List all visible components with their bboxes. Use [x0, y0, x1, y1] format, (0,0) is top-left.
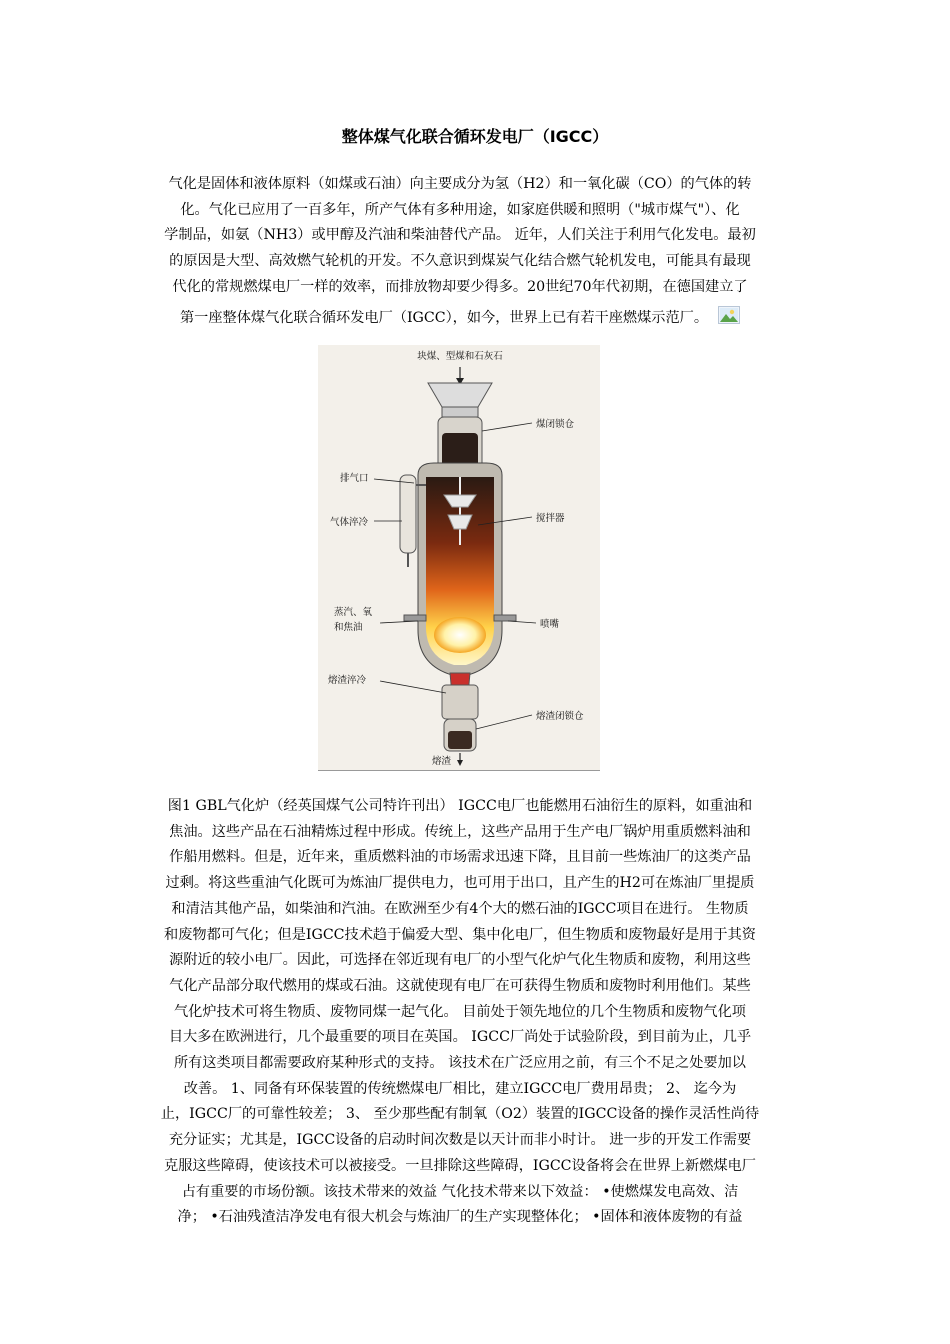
text-line: 学制品，如氨（NH3）或甲醇及汽油和柴油替代产品。 近年，人们关注于利用气化发电。最初: [164, 227, 756, 244]
text-line: 克服这些障碍，使该技术可以被接受。一旦排除这些障碍，IGCC设备将会在世界上新燃煤电厂: [164, 1157, 756, 1174]
text-line: 的原因是大型、高效燃气轮机的开发。不久意识到煤炭气化结合燃气轮机发电，可能具有最现: [169, 253, 751, 270]
figure-label-steam-oxygen: 蒸汽、氧: [334, 607, 373, 618]
text-line: 代化的常规燃煤电厂一样的效率，而排放物却要少得多。20世纪70年代初期，在德国建立了: [172, 278, 748, 295]
text-line: 净； •石油残渣洁净发电有很大机会与炼油厂的生产实现整体化； •固体和液体废物的有益: [177, 1209, 743, 1226]
figure-label-nozzle: 喷嘴: [540, 619, 560, 630]
figure-label-slag-quench: 熔渣淬冷: [328, 675, 367, 686]
text-line: 占有重要的市场份额。该技术带来的效益 气化技术带来以下效益： •使燃煤发电高效、洁: [181, 1183, 739, 1200]
text-line: 作船用燃料。但是，近年来，重质燃料油的市场需求迅速下降，且目前一些炼油厂的这类产品: [169, 849, 751, 866]
text-line: 和清洁其他产品，如柴油和汽油。在欧洲至少有4个大的燃石油的IGCC项目在进行。 生物质: [171, 900, 749, 917]
body-paragraph: [110, 794, 810, 1231]
text-line: 止，IGCC厂的可靠性较差； 3、 至少那些配有制氧（O2）装置的IGCC设备的操作灵活性尚待: [160, 1106, 760, 1123]
intro-paragraph: [110, 172, 810, 335]
figure-label-feed: 块煤、型煤和石灰石: [417, 351, 503, 362]
text-line: 目大多在欧洲进行，几个最重要的项目在英国。 IGCC厂尚处于试验阶段，到目前为止，几乎: [168, 1029, 752, 1046]
text-line: 气化是固体和液体原料（如煤或石油）向主要成分为氢（H2）和一氧化碳（CO）的气体的转: [168, 176, 752, 192]
figure-label-exhaust: 排气口: [340, 473, 369, 484]
figure-label-stirrer: 搅拌器: [536, 513, 565, 524]
text-line: 和废物都可气化；但是IGCC技术趋于偏爱大型、集中化电厂，但生物质和废物最好是用于其资: [164, 926, 756, 943]
text-line: 所有这类项目都需要政府某种形式的支持。 该技术在广泛应用之前，有三个不足之处要加以: [173, 1055, 746, 1072]
figure-label-coal-lock: 煤闭锁仓: [536, 419, 575, 430]
text-line: 图1 GBL气化炉（经英国煤气公司特许刊出） IGCC电厂也能燃用石油衍生的原料，如重油和: [167, 798, 753, 814]
text-line: 焦油。这些产品在石油精炼过程中形成。传统上，这些产品用于生产电厂锅炉用重质燃料油和: [169, 823, 751, 840]
figure-label-gas-quench: 气体淬冷: [330, 517, 369, 528]
text-line: 气化炉技术可将生物质、废物同煤一起气化。 目前处于领先地位的几个生物质和废物气化项: [173, 1003, 746, 1020]
text-line: 过剩。将这些重油气化既可为炼油厂提供电力，也可用于出口，且产生的H2可在炼油厂里提质: [165, 875, 755, 892]
figure-label-slag-lock: 熔渣闭锁仓: [536, 711, 584, 722]
text-line: 化。气化已应用了一百多年，所产气体有多种用途，如家庭供暖和照明（"城市煤气"）、化: [180, 201, 740, 218]
figure-label-tar: 和焦油: [334, 622, 363, 633]
broken-image-icon[interactable]: [718, 306, 740, 324]
gasifier-figure: [318, 345, 600, 771]
text-line-content: 第一座整体煤气化联合循环发电厂（IGCC），如今，世界上已有若干座燃煤示范厂。: [179, 309, 709, 326]
figure-label-slag: 熔渣: [432, 756, 452, 767]
text-line-last: [110, 301, 810, 335]
text-line: 源附近的较小电厂。因此，可选择在邻近现有电厂的小型气化炉气化生物质和废物，利用这些: [169, 952, 751, 969]
text-line: 充分证实；尤其是，IGCC设备的启动时间次数是以天计而非小时计。 进一步的开发工作需要: [168, 1132, 752, 1149]
text-line: 改善。 1、同备有环保装置的传统燃煤电厂相比，建立IGCC电厂费用昂贵； 2、 迄今为: [183, 1080, 737, 1097]
text-line: 气化产品部分取代燃用的煤或石油。这就使现有电厂在可获得生物质和废物时利用他们。某些: [169, 977, 751, 994]
page-title: 整体煤气化联合循环发电厂（IGCC）: [341, 127, 609, 146]
